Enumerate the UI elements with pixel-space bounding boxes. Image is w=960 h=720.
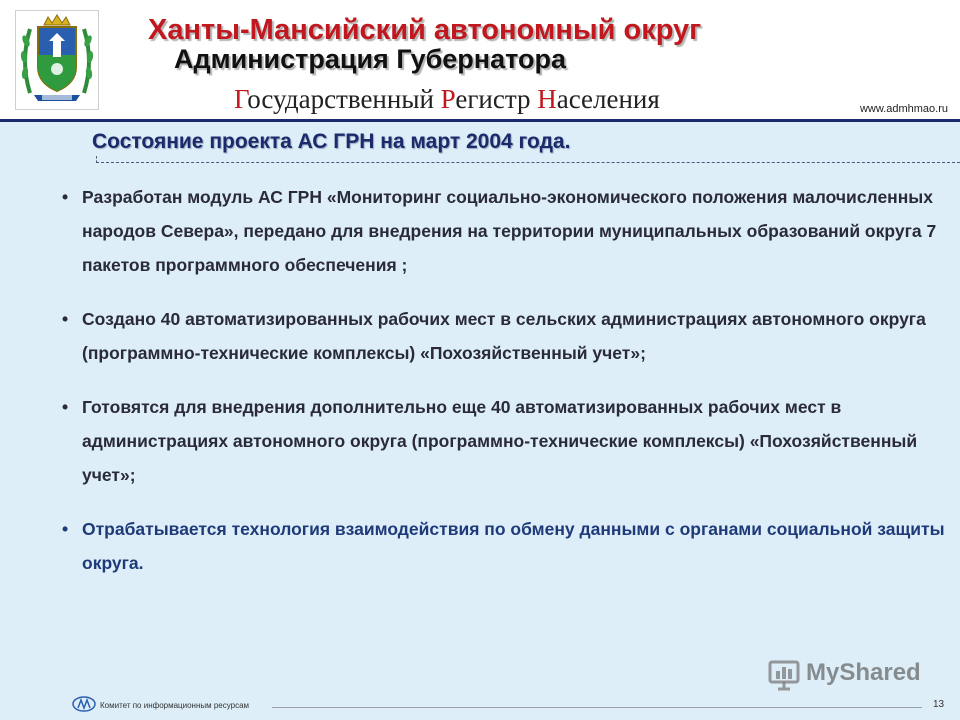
footer-divider — [272, 707, 922, 708]
bullet-marker: • — [62, 187, 69, 207]
bullet-marker: • — [62, 519, 69, 539]
committee-label: Комитет по информационным ресурсам — [100, 701, 250, 710]
presentation-icon — [768, 658, 802, 692]
bullet-text: Готовятся для внедрения дополнительно еще 40 автоматизированных рабочих мест в администрациях автономного округа (программно-технические комплексы) «Похозяйственный учет»; — [82, 397, 918, 485]
slide-content — [0, 122, 960, 720]
register-word-2: егистр — [455, 84, 538, 114]
bullet-item-3 — [62, 390, 952, 492]
bullet-list — [62, 180, 952, 600]
bullet-marker: • — [62, 309, 69, 329]
committee-logo-icon — [72, 696, 96, 712]
register-initial-g: Г — [234, 84, 248, 114]
register-title — [234, 84, 660, 115]
slide-number: 13 — [933, 699, 945, 710]
register-word-3: аселения — [556, 84, 660, 114]
heading-divider — [96, 162, 960, 163]
myshared-watermark — [768, 658, 928, 692]
bullet-text: Отрабатывается технология взаимодействия по обмену данными с органами социальной защиты округа. — [82, 519, 945, 573]
bullet-text: Разработан модуль АС ГРН «Мониторинг социально-экономического положения малочисленных народов Севера», передано для внедрения на территории муниципальных образований округа 7 пакетов программного обеспечения ; — [82, 187, 937, 275]
watermark-text: MyShared — [806, 659, 921, 686]
bullet-item-2 — [62, 302, 952, 370]
slide-header — [0, 0, 960, 120]
register-initial-r: Р — [440, 84, 456, 114]
administration-title: Администрация Губернатора — [174, 44, 566, 74]
coat-of-arms-icon — [15, 10, 99, 110]
bullet-item-1 — [62, 180, 952, 282]
bullet-text: Создано 40 автоматизированных рабочих мест в сельских администрациях автономного округа (программно-технические комплексы) «Похозяйственный учет»; — [82, 309, 926, 363]
bullet-item-4 — [62, 512, 952, 580]
website-link[interactable]: www.admhmao.ru — [859, 103, 948, 115]
region-title: Ханты-Мансийский автономный округ — [148, 14, 702, 46]
register-initial-n: Н — [537, 84, 557, 114]
register-word-1: осударственный — [247, 84, 441, 114]
slide-heading: Состояние проекта АС ГРН на март 2004 года. — [92, 130, 571, 153]
bullet-marker: • — [62, 397, 69, 417]
